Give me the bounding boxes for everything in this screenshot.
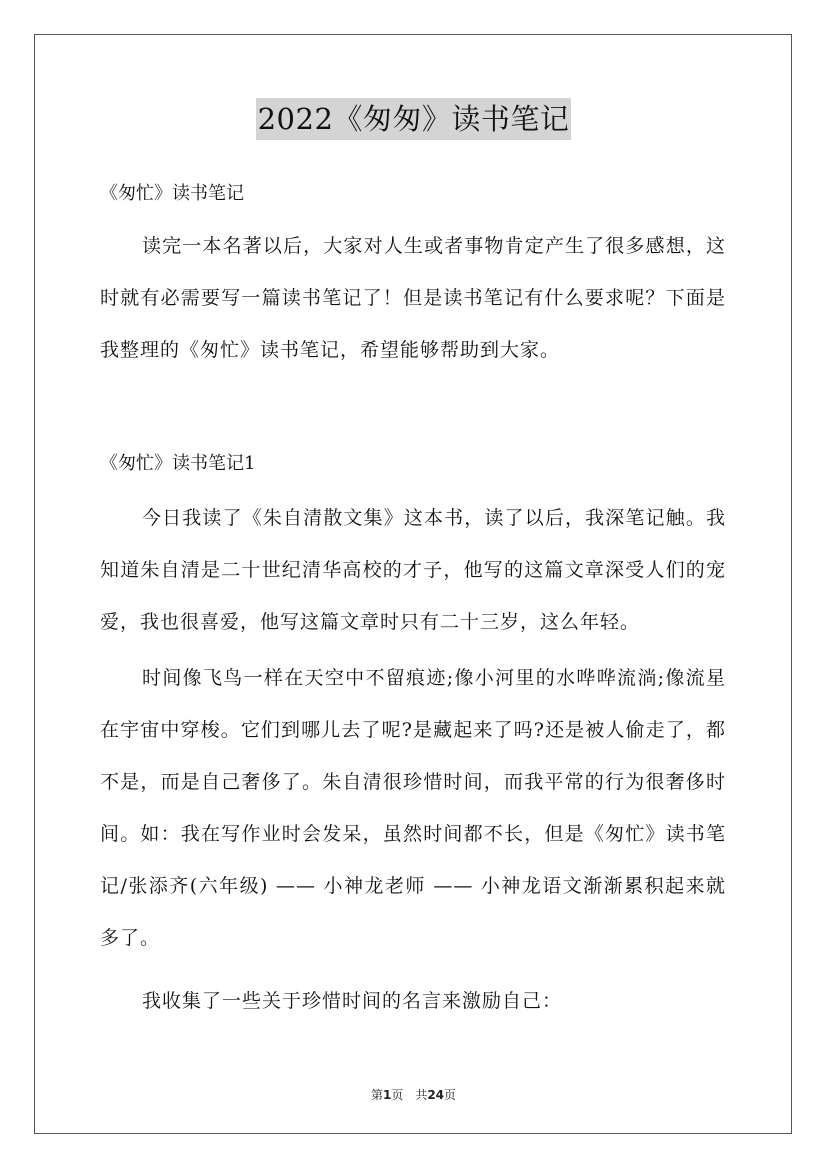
document-subtitle: 《匆忙》读书笔记 [100, 183, 244, 204]
document-title: 2022《匆匆》读书笔记 [256, 98, 572, 140]
body-paragraph-1: 今日我读了《朱自清散文集》这本书，读了以后，我深笔记触。我知道朱自清是二十世纪清华高校的才子，他写的这篇文章深受人们的宠爱，我也很喜爱，他写这篇文章时只有二十三岁，这么年轻。 [100, 507, 726, 633]
page-current-number: 1 [382, 1088, 392, 1102]
page-label-prefix: 第 [370, 1088, 383, 1102]
body-paragraph-3: 我收集了一些关于珍惜时间的名言来激励自己： [142, 990, 563, 1012]
page-total-number: 24 [427, 1088, 445, 1102]
page-label-mid: 页 共 [391, 1088, 428, 1102]
section-heading: 《匆忙》读书笔记1 [100, 453, 256, 474]
title-container [0, 98, 827, 140]
body-paragraph-2: 时间像飞鸟一样在天空中不留痕迹;像小河里的水哗哗流淌;像流星在宇宙中穿梭。它们到哪儿去了呢?是藏起来了吗?还是被人偷走了，都不是，而是自己奢侈了。朱自清很珍惜时间，而我平常的行为很奢侈时间。如：我在写作业时会发呆，虽然时间都不长，但是《匆忙》读书笔记/张添齐(六年级) —— 小神龙老师 —— 小神龙语文渐渐累积起来就多了。 [100, 667, 726, 949]
intro-paragraph: 读完一本名著以后，大家对人生或者事物肯定产生了很多感想，这时就有必需要写一篇读书笔记了！但是读书笔记有什么要求呢？下面是我整理的《匆忙》读书笔记，希望能够帮助到大家。 [100, 235, 726, 361]
page-label-suffix: 页 [444, 1088, 457, 1102]
page-footer [0, 1086, 827, 1103]
